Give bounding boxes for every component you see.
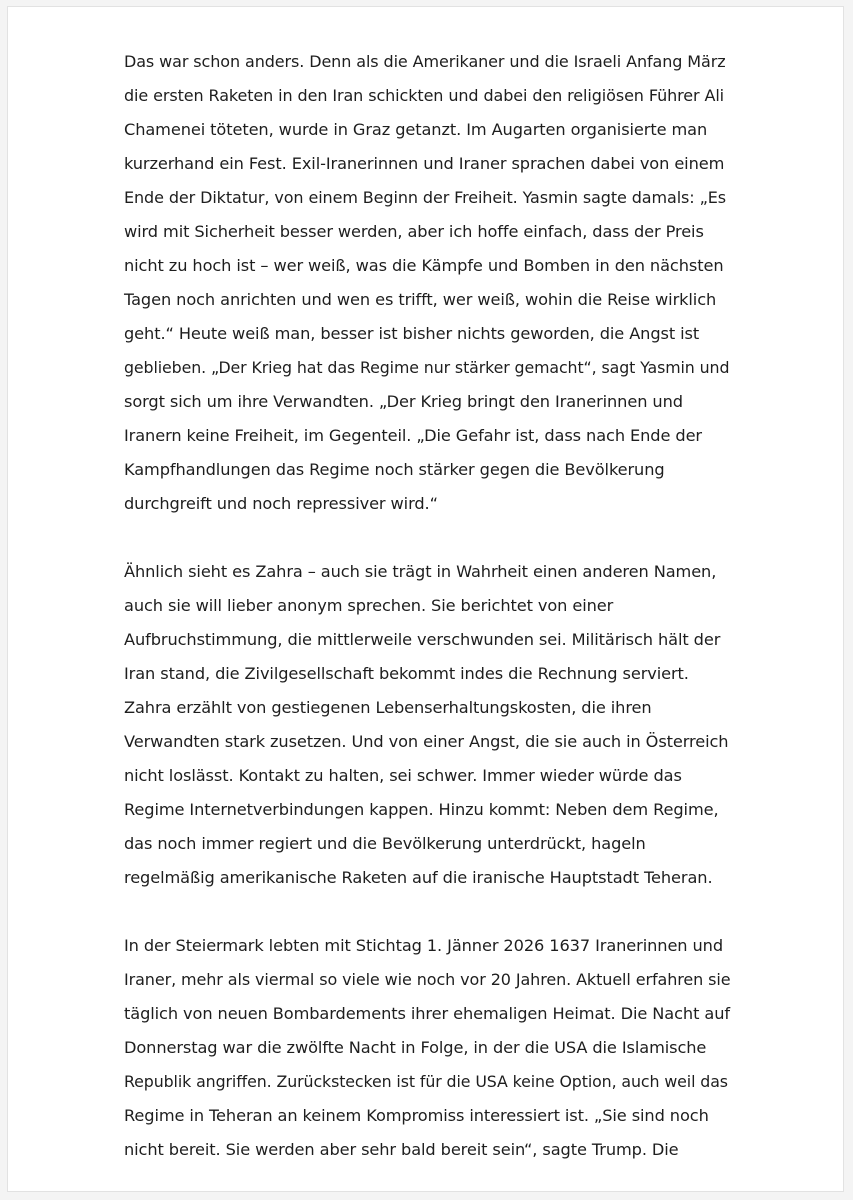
text-line: Donnerstag war die zwölfte Nacht in Folge, in der die USA die Islamische	[124, 1038, 707, 1057]
text-line: Regime Internetverbindungen kappen. Hinzu kommt: Neben dem Regime,	[124, 800, 719, 819]
text-line: das noch immer regiert und die Bevölkerung unterdrückt, hageln	[124, 834, 646, 853]
text-line: Verwandten stark zusetzen. Und von einer Angst, die sie auch in Österreich	[124, 732, 729, 751]
text-line: wird mit Sicherheit besser werden, aber ich hoffe einfach, dass der Preis	[124, 222, 704, 241]
text-line: durchgreift und noch repressiver wird.“	[124, 494, 438, 513]
text-line: Zahra erzählt von gestiegenen Lebenserhaltungskosten, die ihren	[124, 698, 652, 717]
text-line: täglich von neuen Bombardements ihrer ehemaligen Heimat. Die Nacht auf	[124, 1004, 730, 1023]
text-line: Aufbruchstimmung, die mittlerweile verschwunden sei. Militärisch hält der	[124, 630, 721, 649]
text-line: In der Steiermark lebten mit Stichtag 1. Jänner 2026 1637 Iranerinnen und	[124, 936, 723, 955]
document-page	[7, 6, 844, 1192]
text-line: Kampfhandlungen das Regime noch stärker gegen die Bevölkerung	[124, 460, 665, 479]
text-line: kurzerhand ein Fest. Exil-Iranerinnen und Iraner sprachen dabei von einem	[124, 154, 725, 173]
text-line: Das war schon anders. Denn als die Amerikaner und die Israeli Anfang März	[124, 52, 726, 71]
text-line: regelmäßig amerikanische Raketen auf die iranische Hauptstadt Teheran.	[124, 868, 713, 887]
text-line: Republik angriffen. Zurückstecken ist für die USA keine Option, auch weil das	[124, 1072, 728, 1091]
paragraph-3	[124, 929, 731, 1167]
text-line: Iranern keine Freiheit, im Gegenteil. „Die Gefahr ist, dass nach Ende der	[124, 426, 702, 445]
text-line: nicht bereit. Sie werden aber sehr bald bereit sein“, sagte Trump. Die	[124, 1140, 679, 1159]
text-line: Ende der Diktatur, von einem Beginn der Freiheit. Yasmin sagte damals: „Es	[124, 188, 726, 207]
text-line: auch sie will lieber anonym sprechen. Sie berichtet von einer	[124, 596, 614, 615]
text-line: Iran stand, die Zivilgesellschaft bekommt indes die Rechnung serviert.	[124, 664, 689, 683]
text-line: nicht loslässt. Kontakt zu halten, sei schwer. Immer wieder würde das	[124, 766, 682, 785]
paragraph-2	[124, 555, 729, 895]
text-line: Tagen noch anrichten und wen es trifft, wer weiß, wohin die Reise wirklich	[124, 290, 717, 309]
text-line: die ersten Raketen in den Iran schickten und dabei den religiösen Führer Ali	[124, 86, 725, 105]
text-line: geht.“ Heute weiß man, besser ist bisher nichts geworden, die Angst ist	[124, 324, 700, 343]
text-line: geblieben. „Der Krieg hat das Regime nur stärker gemacht“, sagt Yasmin und	[124, 358, 730, 377]
text-line: nicht zu hoch ist – wer weiß, was die Kämpfe und Bomben in den nächsten	[124, 256, 724, 275]
paragraph-1	[124, 45, 730, 521]
text-line: Ähnlich sieht es Zahra – auch sie trägt in Wahrheit einen anderen Namen,	[124, 562, 717, 581]
text-line: Chamenei töteten, wurde in Graz getanzt. Im Augarten organisierte man	[124, 120, 708, 139]
article-body	[124, 45, 731, 1192]
text-line: Iraner, mehr als viermal so viele wie noch vor 20 Jahren. Aktuell erfahren sie	[124, 970, 731, 989]
text-line: Regime in Teheran an keinem Kompromiss interessiert ist. „Sie sind noch	[124, 1106, 709, 1125]
text-line: sorgt sich um ihre Verwandten. „Der Krieg bringt den Iranerinnen und	[124, 392, 683, 411]
